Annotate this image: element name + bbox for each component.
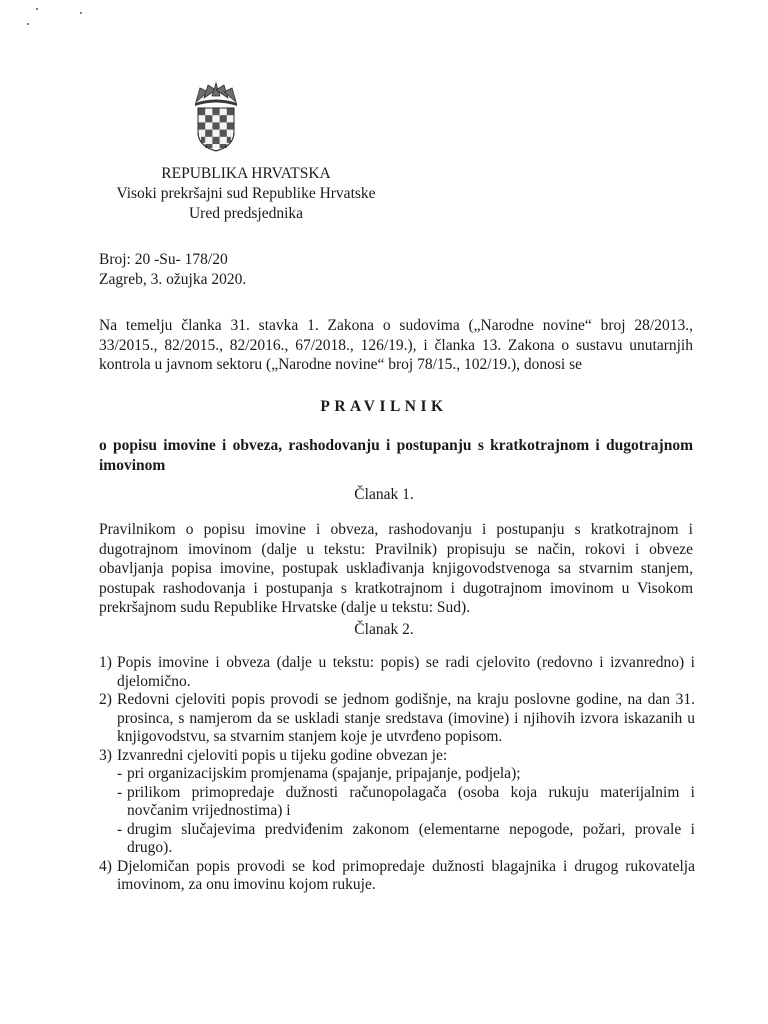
country-name: REPUBLIKA HRVATSKA xyxy=(161,165,331,182)
sub-list-dash: - xyxy=(117,783,123,801)
document-reference xyxy=(99,250,246,290)
list-item-number: 4) xyxy=(99,857,112,875)
list-item xyxy=(99,858,695,895)
article-1-line: postupak rashodovanja i postupanja s kratkotrajnom i dugotrajnom imovinom u Visokom xyxy=(99,579,693,597)
article-1-paragraph xyxy=(99,520,693,618)
subtitle-line: imovinom xyxy=(99,456,166,474)
article-1-line: Pravilnikom o popisu imovine i obveza, rashodovanju i postupanju s kratkotrajnom i xyxy=(99,521,693,538)
list-item-line: Izvanredni cjeloviti popis u tijeku godine obvezan je: xyxy=(117,746,448,764)
sub-list-dash: - xyxy=(117,820,123,838)
sub-list-line: pri organizacijskim promjenama (spajanje, pripajanje, podjela); xyxy=(127,765,521,782)
list-item-number: 1) xyxy=(99,654,112,671)
list-item-line: knjigovodstvu, sa stvarnim stanjem koje je utvrđeno popisom. xyxy=(117,728,503,745)
sub-list-item xyxy=(117,784,695,821)
list-item xyxy=(99,654,695,691)
article-2-list xyxy=(99,654,695,895)
preamble-paragraph xyxy=(99,316,693,375)
list-item xyxy=(99,747,695,858)
preamble-line: Na temelju članka 31. stavka 1. Zakona o sudovima („Narodne novine“ broj 28/2013., xyxy=(99,317,693,334)
list-item-line: Popis imovine i obveza (dalje u tekstu: popis) se radi cjelovito (redovno i izvanredno) i xyxy=(117,654,695,671)
sub-list-line: drugo). xyxy=(127,839,173,856)
scan-speck xyxy=(27,23,29,25)
office-name: Ured predsjednika xyxy=(188,205,304,222)
court-header xyxy=(96,164,396,224)
court-name: Visoki prekršajni sud Republike Hrvatske xyxy=(116,185,376,202)
list-item-number: 3) xyxy=(99,746,112,764)
article-1-line: obavljanja popisa imovine, postupak usklađivanja knjigovodstvenoga sa stvarnim stanjem, xyxy=(99,560,693,577)
preamble-line: 33/2015., 82/2015., 82/2016., 67/2018., 126/19.), i članka 13. Zakona o sustavu unutarnjih xyxy=(99,336,693,354)
list-item-line: Redovni cjeloviti popis provodi se jednom godišnje, na kraju poslovne godine, na dan 31. xyxy=(117,691,695,708)
preamble-line: kontrola u javnom sektoru („Narodne novine“ broj 78/15., 102/19.), donosi se xyxy=(99,356,582,373)
document-title: PRAVILNIK xyxy=(320,398,448,415)
sub-list-line: novčanim vrijednostima) i xyxy=(127,802,291,819)
article-2-heading: Članak 2. xyxy=(354,621,414,638)
document-subtitle xyxy=(99,436,693,475)
scan-speck xyxy=(80,12,82,14)
reference-number: Broj: 20 -Su- 178/20 xyxy=(99,251,228,268)
list-item-line: imovinom, za onu imovinu kojom rukuje. xyxy=(117,876,376,893)
subtitle-line: o popisu imovine i obveza, rashodovanju i postupanju s kratkotrajnom i dugotrajnom xyxy=(99,437,693,454)
article-1-heading: Članak 1. xyxy=(354,486,414,503)
article-1-line: prekršajnom sudu Republike Hrvatske (dalje u tekstu: Sud). xyxy=(99,599,471,616)
croatian-coat-of-arms-icon xyxy=(192,82,240,152)
article-1-line: dugotrajnom imovinom (dalje u tekstu: Pravilnik) propisuju se način, rokovi i obveze xyxy=(99,540,693,558)
list-item-line: djelomično. xyxy=(117,672,191,690)
list-item-line: prosinca, s namjerom da se uskladi stanje sredstava (imovine) i njihovih izvora iskazanih u xyxy=(117,709,695,727)
scan-speck xyxy=(36,8,38,10)
place-date: Zagreb, 3. ožujka 2020. xyxy=(99,271,247,288)
sub-list-item xyxy=(117,765,695,784)
sub-list-item xyxy=(117,821,695,858)
list-item-number: 2) xyxy=(99,691,112,708)
sub-list-line: drugim slučajevima predviđenim zakonom (elementarne nepogode, požari, provale i xyxy=(127,820,695,838)
sub-list-dash: - xyxy=(117,765,123,782)
sub-list-line: prilikom primopredaje dužnosti računopolagača (osoba koja rukuju materijalnim i xyxy=(127,783,695,801)
list-item-line: Djelomičan popis provodi se kod primopredaje dužnosti blagajnika i drugog rukovatelja xyxy=(117,857,695,875)
list-item xyxy=(99,691,695,747)
